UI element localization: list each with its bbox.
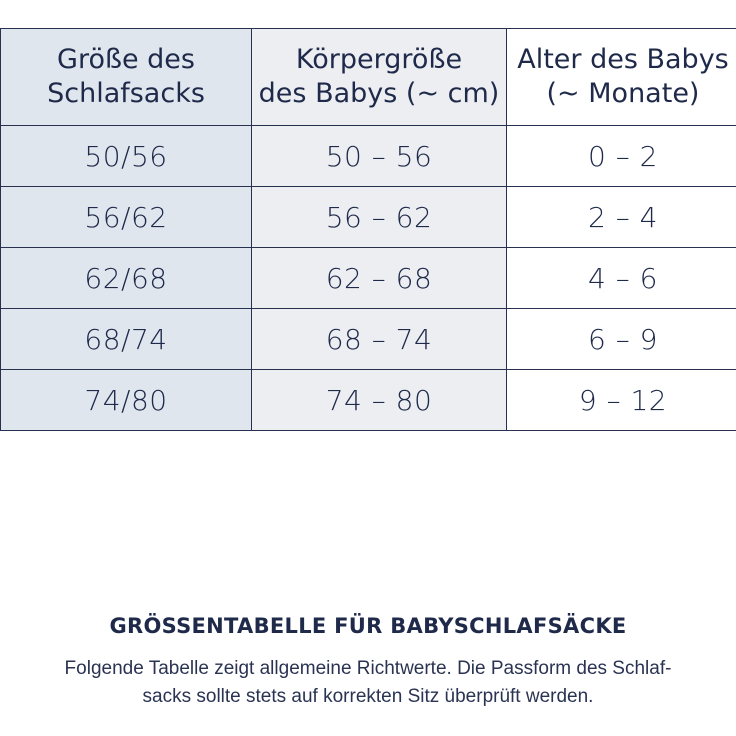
header-sleeping-bag-size <box>1 29 252 126</box>
cell-baby-height: 68 – 74 <box>252 309 507 370</box>
header-line: Größe des <box>57 44 195 75</box>
caption-line: Folgende Tabelle zeigt allgemeine Richtwerte. Die Passform des Schlaf- <box>64 658 672 679</box>
header-line: Alter des Babys <box>517 44 729 75</box>
caption-body <box>0 655 736 711</box>
table-row <box>1 309 736 370</box>
cell-bag-size: 74/80 <box>1 370 252 431</box>
header-line: Schlafsacks <box>47 78 205 109</box>
size-table <box>0 28 736 431</box>
header-line: Körpergröße <box>295 44 463 75</box>
cell-baby-age: 9 – 12 <box>507 370 736 431</box>
table-row <box>1 187 736 248</box>
cell-baby-height: 56 – 62 <box>252 187 507 248</box>
table-header-row <box>1 29 736 126</box>
cell-baby-age: 0 – 2 <box>507 126 736 187</box>
table-row <box>1 248 736 309</box>
caption-title: GRÖSSENTABELLE FÜR BABYSCHLAFSÄCKE <box>109 614 627 638</box>
cell-baby-height: 74 – 80 <box>252 370 507 431</box>
table-row <box>1 126 736 187</box>
cell-baby-age: 6 – 9 <box>507 309 736 370</box>
cell-bag-size: 68/74 <box>1 309 252 370</box>
cell-baby-age: 4 – 6 <box>507 248 736 309</box>
header-line: des Babys (~ cm) <box>258 78 500 109</box>
cell-bag-size: 56/62 <box>1 187 252 248</box>
table-row <box>1 370 736 431</box>
header-line: (~ Monate) <box>546 78 700 109</box>
cell-baby-height: 50 – 56 <box>252 126 507 187</box>
header-baby-height <box>252 29 507 126</box>
header-baby-age <box>507 29 736 126</box>
caption-line: sacks sollte stets auf korrekten Sitz überprüft werden. <box>142 686 594 707</box>
cell-bag-size: 62/68 <box>1 248 252 309</box>
cell-baby-height: 62 – 68 <box>252 248 507 309</box>
cell-baby-age: 2 – 4 <box>507 187 736 248</box>
cell-bag-size: 50/56 <box>1 126 252 187</box>
